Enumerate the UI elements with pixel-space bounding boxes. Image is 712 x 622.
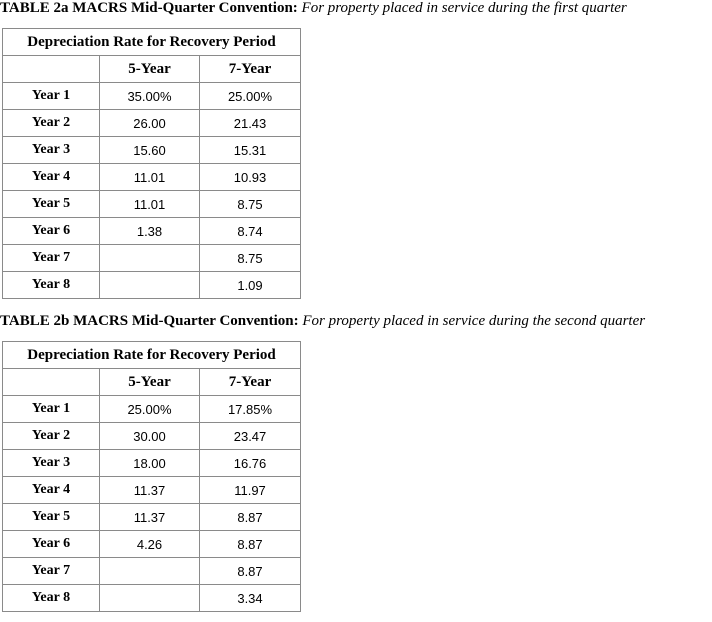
table-2b-caption-description: For property placed in service during the second quarter [302, 313, 646, 329]
year-label: Year 1 [3, 396, 100, 423]
table-2b [2, 341, 301, 612]
table-row [3, 504, 301, 531]
year-label: Year 4 [3, 164, 100, 191]
table-row [3, 396, 301, 423]
table-2b-column-header-5-year: 5-Year [100, 369, 200, 396]
table-row [3, 83, 301, 110]
table-row [3, 585, 301, 612]
year-label: Year 3 [3, 137, 100, 164]
rate-7-year: 8.75 [200, 245, 301, 272]
rate-5-year [100, 245, 200, 272]
rate-7-year: 23.47 [200, 423, 301, 450]
table-2a-header-row [3, 29, 301, 56]
table-2b-column-header-empty [3, 369, 100, 396]
table-row [3, 558, 301, 585]
year-label: Year 2 [3, 423, 100, 450]
table-2a-caption-description: For property placed in service during the first quarter [301, 0, 627, 16]
table-row [3, 477, 301, 504]
rate-5-year: 11.37 [100, 504, 200, 531]
table-row [3, 110, 301, 137]
year-label: Year 1 [3, 83, 100, 110]
rate-5-year: 11.01 [100, 164, 200, 191]
table-2b-caption [0, 313, 645, 329]
rate-7-year: 8.75 [200, 191, 301, 218]
rate-7-year: 8.87 [200, 504, 301, 531]
table-2b-column-headers [3, 369, 301, 396]
rate-7-year: 16.76 [200, 450, 301, 477]
rate-5-year [100, 585, 200, 612]
year-label: Year 8 [3, 272, 100, 299]
rate-5-year: 18.00 [100, 450, 200, 477]
year-label: Year 7 [3, 558, 100, 585]
table-row [3, 423, 301, 450]
rate-5-year: 25.00% [100, 396, 200, 423]
rate-5-year [100, 558, 200, 585]
rate-7-year: 3.34 [200, 585, 301, 612]
table-2a-caption-title: TABLE 2a MACRS Mid-Quarter Convention: [0, 0, 298, 16]
rate-5-year: 26.00 [100, 110, 200, 137]
table-2a [2, 28, 301, 299]
rate-5-year [100, 272, 200, 299]
rate-5-year: 30.00 [100, 423, 200, 450]
table-2a-column-header-7-year: 7-Year [200, 56, 301, 83]
year-label: Year 6 [3, 531, 100, 558]
year-label: Year 5 [3, 191, 100, 218]
table-2b-header: Depreciation Rate for Recovery Period [3, 342, 301, 369]
rate-5-year: 1.38 [100, 218, 200, 245]
rate-7-year: 8.87 [200, 531, 301, 558]
rate-7-year: 15.31 [200, 137, 301, 164]
table-row [3, 137, 301, 164]
table-row [3, 191, 301, 218]
rate-7-year: 21.43 [200, 110, 301, 137]
table-row [3, 272, 301, 299]
table-2b-column-header-7-year: 7-Year [200, 369, 301, 396]
rate-5-year: 11.37 [100, 477, 200, 504]
table-row [3, 218, 301, 245]
rate-7-year: 17.85% [200, 396, 301, 423]
year-label: Year 3 [3, 450, 100, 477]
rate-7-year: 8.74 [200, 218, 301, 245]
table-2a-header: Depreciation Rate for Recovery Period [3, 29, 301, 56]
rate-7-year: 11.97 [200, 477, 301, 504]
year-label: Year 2 [3, 110, 100, 137]
table-2a-column-headers [3, 56, 301, 83]
year-label: Year 6 [3, 218, 100, 245]
rate-5-year: 15.60 [100, 137, 200, 164]
table-row [3, 245, 301, 272]
rate-5-year: 11.01 [100, 191, 200, 218]
year-label: Year 8 [3, 585, 100, 612]
table-row [3, 531, 301, 558]
table-2a-column-header-empty [3, 56, 100, 83]
rate-7-year: 8.87 [200, 558, 301, 585]
table-row [3, 450, 301, 477]
table-2a-column-header-5-year: 5-Year [100, 56, 200, 83]
year-label: Year 4 [3, 477, 100, 504]
rate-5-year: 4.26 [100, 531, 200, 558]
table-2b-header-row [3, 342, 301, 369]
rate-7-year: 25.00% [200, 83, 301, 110]
table-2a-caption [0, 0, 627, 16]
year-label: Year 7 [3, 245, 100, 272]
table-2b-caption-title: TABLE 2b MACRS Mid-Quarter Convention: [0, 313, 299, 329]
year-label: Year 5 [3, 504, 100, 531]
table-row [3, 164, 301, 191]
rate-7-year: 1.09 [200, 272, 301, 299]
rate-7-year: 10.93 [200, 164, 301, 191]
rate-5-year: 35.00% [100, 83, 200, 110]
